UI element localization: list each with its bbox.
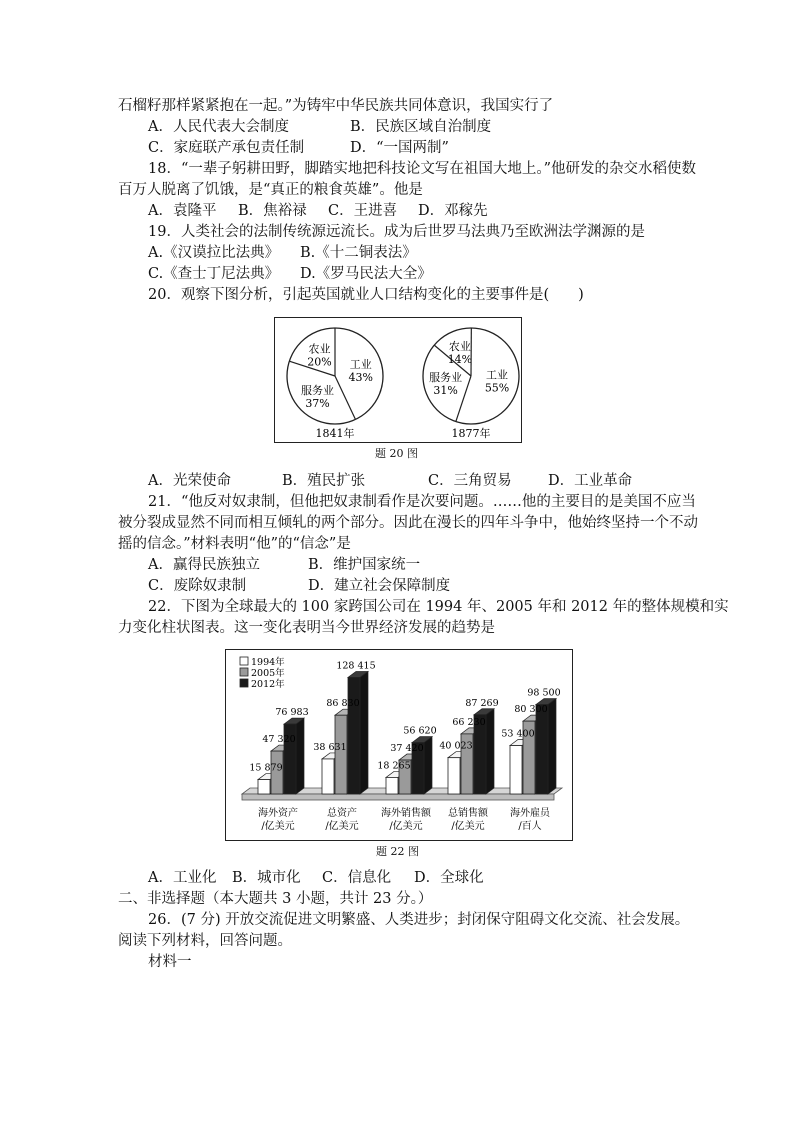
intro-line: 石榴籽那样紧紧抱在一起。”为铸牢中华民族共同体意识，我国实行了 — [118, 98, 554, 114]
q21-option-c[interactable]: C．废除奴隶制 — [148, 578, 247, 594]
q20-caption: 题 20 图 — [375, 447, 418, 460]
q20-option-b[interactable]: B．殖民扩张 — [282, 473, 366, 489]
bar-side — [548, 699, 556, 794]
legend-swatch — [240, 679, 248, 687]
q18-option-b[interactable]: B．焦裕禄 — [238, 203, 307, 219]
q26-stem-line2: 阅读下列材料，回答问题。 — [118, 933, 292, 949]
bar-value-label: 53 400 — [501, 728, 535, 740]
q18-stem-line1: 18．“一辈子躬耕田野，脚踏实地把科技论文写在祖国大地上。”他研发的杂交水稻使数 — [148, 161, 697, 177]
bar-chart-legend — [240, 656, 285, 690]
pie-slice-value: 43% — [348, 371, 373, 385]
q17-option-a[interactable]: A．人民代表大会制度 — [148, 119, 289, 135]
q22-stem-line2: 力变化柱状图表。这一变化表明当今世界经济发展的趋势是 — [118, 620, 495, 636]
pie-slice-label: 工业 — [349, 358, 372, 372]
bar-chart-categories — [258, 806, 551, 832]
bar-side — [424, 737, 432, 794]
bar-value-label: 86 830 — [326, 698, 360, 710]
pie-1841 — [287, 328, 383, 424]
q18-stem-line2: 百万人脱离了饥饿，是“真正的粮食英雄”。他是 — [118, 182, 423, 198]
pie-slice-value: 20% — [307, 355, 332, 369]
q19-option-a[interactable]: A.《汉谟拉比法典》 — [148, 245, 280, 261]
bar-value-label: 18 265 — [377, 760, 411, 772]
bar — [510, 746, 522, 794]
pie-slice-label: 工业 — [486, 368, 509, 382]
bar — [448, 758, 460, 794]
q21-stem-line1: 21．“他反对奴隶制，但他把奴隶制看作是次要问题。……他的主要目的是美国不应当 — [148, 494, 696, 510]
q22-option-b[interactable]: B．城市化 — [232, 870, 301, 886]
q17-option-b[interactable]: B．民族区域自治制度 — [350, 119, 492, 135]
bar-value-label: 76 983 — [275, 707, 309, 719]
q17-option-c[interactable]: C．家庭联产承包责任制 — [148, 140, 305, 156]
q22-stem-line1: 22．下图为全球最大的 100 家跨国公司在 1994 年、2005 年和 2012 年的整体规模和实 — [148, 599, 729, 615]
legend-label: 2012年 — [251, 679, 285, 690]
bar — [335, 715, 347, 794]
category-unit: /亿美元 — [451, 821, 485, 832]
category-unit: /亿美元 — [389, 821, 423, 832]
legend-swatch — [240, 657, 248, 665]
bar-value-label: 128 415 — [336, 660, 376, 672]
q21-option-b[interactable]: B．维护国家统一 — [308, 557, 421, 573]
category-unit: /百人 — [518, 821, 542, 832]
bar-value-label: 40 023 — [439, 740, 473, 752]
category-label: 海外销售额 — [381, 808, 431, 819]
bar — [322, 759, 334, 794]
category-label: 总销售额 — [448, 808, 488, 819]
category-unit: /亿美元 — [261, 821, 295, 832]
q26-material-1: 材料一 — [148, 954, 192, 970]
bar-side — [296, 718, 304, 794]
q19-option-d[interactable]: D.《罗马民法大全》 — [300, 266, 432, 282]
bar-value-label: 15 879 — [249, 762, 283, 774]
pie-1877 — [423, 328, 519, 424]
bar-value-label: 87 269 — [465, 697, 499, 709]
category-label: 总资产 — [327, 808, 357, 819]
bar-value-label: 98 500 — [527, 687, 561, 699]
q20-option-d[interactable]: D．工业革命 — [548, 473, 633, 489]
pie-1877-year: 1877年 — [451, 427, 491, 440]
pie-slice-value: 14% — [447, 353, 473, 367]
q19-option-b[interactable]: B.《十二铜表法》 — [300, 245, 417, 261]
q20-stem-line1: 20．观察下图分析，引起英国就业人口结构变化的主要事件是( ) — [148, 287, 584, 303]
q26-stem-line1: 26．(7 分) 开放交流促进文明繁盛、人类进步；封闭保守阻碍文化交流、社会发展。 — [148, 912, 690, 928]
bar-value-label: 80 300 — [514, 704, 548, 716]
q19-stem-line1: 19．人类社会的法制传统源远流长。成为后世罗马法典乃至欧洲法学渊源的是 — [148, 224, 645, 240]
legend-swatch — [240, 668, 248, 676]
legend-label: 1994年 — [251, 657, 285, 668]
q20-figure — [274, 317, 522, 443]
pie-slice-value: 55% — [484, 381, 510, 395]
q21-stem-line2: 被分裂成显然不同而相互倾轧的两个部分。因此在漫长的四年斗争中，他始终坚持一个不动 — [118, 515, 698, 531]
section-2-heading: 二、非选择题（本大题共 3 小题，共计 23 分。） — [118, 891, 433, 907]
bar-value-label: 66 230 — [452, 716, 486, 728]
bar — [258, 780, 270, 794]
category-unit: /亿美元 — [325, 821, 359, 832]
q22-option-d[interactable]: D．全球化 — [414, 870, 484, 886]
q21-stem-line3: 摇的信念。”材料表明“他”的“信念”是 — [118, 536, 351, 552]
category-label: 海外资产 — [258, 808, 298, 819]
pie-slice-value: 37% — [305, 396, 330, 410]
bar-floor-front — [242, 794, 554, 800]
pie-slice-label: 农业 — [448, 340, 471, 354]
bar-value-label: 56 620 — [403, 725, 437, 737]
q20-option-c[interactable]: C．三角贸易 — [428, 473, 512, 489]
q17-option-d[interactable]: D．“一国两制” — [350, 140, 449, 156]
q22-option-c[interactable]: C．信息化 — [322, 870, 392, 886]
category-label: 海外雇员 — [510, 808, 550, 819]
bar — [536, 705, 548, 794]
q21-option-d[interactable]: D．建立社会保障制度 — [308, 578, 451, 594]
bar — [386, 777, 398, 794]
pie-charts — [275, 318, 521, 442]
q19-option-c[interactable]: C.《查士丁尼法典》 — [148, 266, 280, 282]
q18-option-a[interactable]: A．袁隆平 — [148, 203, 217, 219]
q18-option-d[interactable]: D．邓稼先 — [418, 203, 488, 219]
q22-option-a[interactable]: A．工业化 — [148, 870, 217, 886]
q18-option-c[interactable]: C．王进喜 — [328, 203, 398, 219]
legend-label: 2005年 — [251, 668, 285, 679]
bar-value-label: 47 320 — [262, 734, 296, 746]
q20-option-a[interactable]: A．光荣使命 — [148, 473, 231, 489]
bar-value-label: 38 631 — [313, 741, 347, 753]
pie-slice-label: 服务业 — [429, 371, 463, 385]
pie-slice-label: 农业 — [308, 342, 331, 356]
q21-option-a[interactable]: A．赢得民族独立 — [148, 557, 260, 573]
bar-side — [360, 671, 368, 794]
pie-slice-value: 31% — [433, 384, 458, 398]
bar-side — [486, 709, 494, 794]
q22-figure — [225, 649, 573, 841]
bar-value-label: 37 420 — [390, 743, 424, 755]
bar — [348, 677, 360, 794]
pie-1841-year: 1841年 — [315, 427, 355, 440]
q22-caption: 题 22 图 — [376, 845, 419, 858]
pie-slice-label: 服务业 — [301, 383, 335, 397]
bar-chart — [226, 650, 572, 840]
